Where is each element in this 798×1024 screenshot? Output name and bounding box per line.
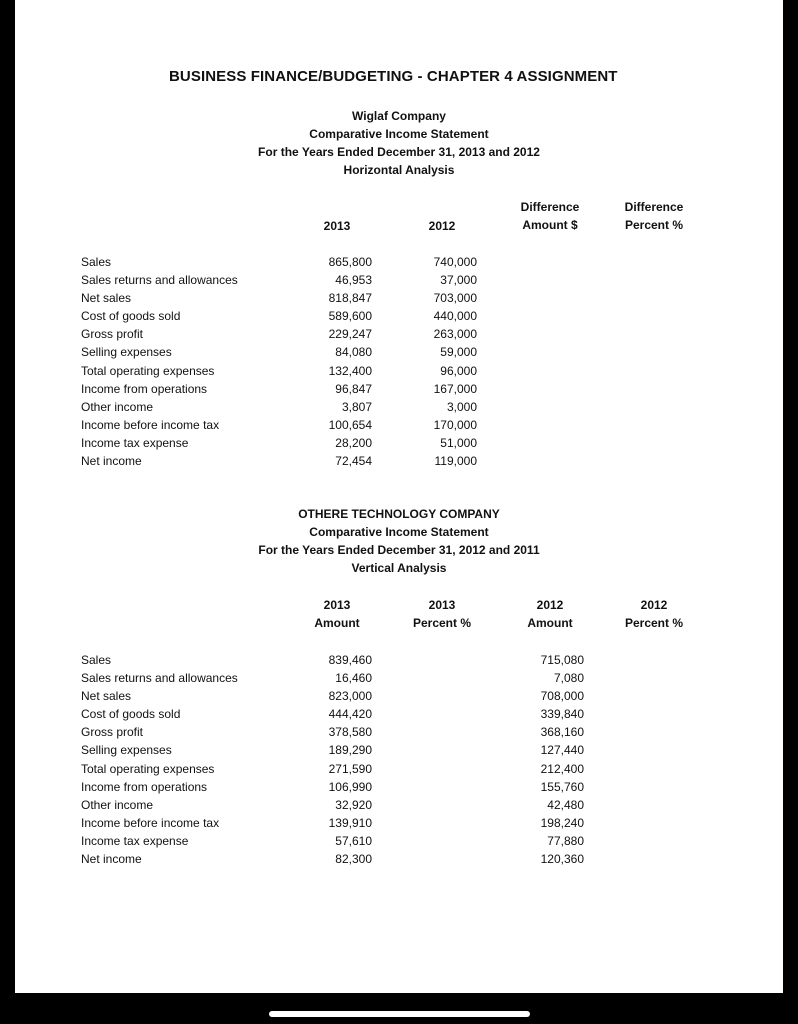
h-period: For the Years Ended December 31, 2013 and 2012	[258, 145, 540, 159]
v-header-2012-percent-line1: 2012	[640, 598, 668, 612]
h-label-sales: Sales	[81, 255, 112, 269]
v-2012-sales-returns: 7,080	[553, 671, 584, 686]
h-header-diff-amount-line1: Difference	[520, 200, 580, 214]
h-label-income-before-tax: Income before income tax	[81, 417, 220, 432]
v-label-net-income: Net income	[81, 852, 142, 867]
h-column-2012	[400, 253, 477, 470]
v-2013-net-income: 82,300	[335, 852, 372, 867]
v-label-net-sales: Net sales	[81, 689, 132, 704]
v-2013-other-income: 32,920	[335, 797, 372, 812]
v-2012-income-before-tax: 198,240	[540, 815, 584, 830]
assignment-title: BUSINESS FINANCE/BUDGETING - CHAPTER 4 ASSIGNMENT	[169, 68, 618, 85]
v-label-income-from-operations: Income from operations	[81, 779, 208, 794]
h-label-selling-expenses: Selling expenses	[81, 345, 172, 360]
v-row-labels	[81, 651, 238, 868]
v-company-name: OTHERE TECHNOLOGY COMPANY	[298, 507, 500, 521]
v-label-total-operating-expenses: Total operating expenses	[81, 761, 215, 776]
v-header-2013-amount-line1: 2013	[323, 598, 351, 612]
v-header-2012-amount-line1: 2012	[536, 598, 564, 612]
h-label-total-operating-expenses: Total operating expenses	[81, 363, 215, 378]
h-analysis-type: Horizontal Analysis	[343, 163, 455, 177]
h-2012-net-sales: 703,000	[433, 291, 477, 306]
h-2012-income-tax-expense: 51,000	[440, 435, 477, 450]
v-2013-net-sales: 823,000	[328, 689, 372, 704]
h-2013-cogs: 589,600	[328, 309, 372, 324]
h-label-net-sales: Net sales	[81, 291, 132, 306]
v-2013-income-before-tax: 139,910	[328, 815, 372, 830]
h-2013-sales-returns: 46,953	[335, 273, 372, 288]
v-2013-income-from-operations: 106,990	[328, 779, 372, 794]
h-header-diff-percent-line1: Difference	[624, 200, 684, 214]
h-2012-selling-expenses: 59,000	[440, 345, 477, 360]
v-header-2012-percent-line2: Percent %	[624, 616, 684, 630]
v-analysis-type: Vertical Analysis	[351, 561, 447, 575]
v-2013-sales: 839,460	[328, 653, 372, 667]
h-label-net-income: Net income	[81, 454, 142, 469]
h-2012-income-before-tax: 170,000	[433, 417, 477, 432]
v-column-2013-amount	[295, 651, 372, 868]
h-2013-gross-profit: 229,247	[328, 327, 372, 342]
h-2012-sales: 740,000	[433, 255, 477, 269]
v-label-income-before-tax: Income before income tax	[81, 815, 220, 830]
v-label-cogs: Cost of goods sold	[81, 707, 181, 722]
h-label-other-income: Other income	[81, 399, 154, 414]
h-2013-income-from-operations: 96,847	[335, 381, 372, 396]
v-2012-income-tax-expense: 77,880	[547, 833, 584, 848]
v-2012-sales: 715,080	[540, 653, 584, 667]
v-2013-gross-profit: 378,580	[328, 725, 372, 740]
v-statement-title: Comparative Income Statement	[309, 525, 489, 539]
h-label-income-from-operations: Income from operations	[81, 381, 208, 396]
h-label-gross-profit: Gross profit	[81, 327, 144, 342]
v-label-other-income: Other income	[81, 797, 154, 812]
v-2013-income-tax-expense: 57,610	[335, 833, 372, 848]
h-2012-gross-profit: 263,000	[433, 327, 477, 342]
h-2012-total-operating-expenses: 96,000	[440, 363, 477, 378]
v-2013-selling-expenses: 189,290	[328, 743, 372, 758]
h-statement-title: Comparative Income Statement	[309, 127, 489, 141]
h-2013-income-tax-expense: 28,200	[335, 435, 372, 450]
h-2012-net-income: 119,000	[434, 454, 477, 469]
h-header-2013: 2013	[323, 219, 351, 233]
v-header-2013-amount-line2: Amount	[314, 616, 360, 630]
v-header-2013-percent-line1: 2013	[428, 598, 456, 612]
v-2012-net-income: 120,360	[540, 852, 584, 867]
v-header-2012-amount-line2: Amount	[527, 616, 573, 630]
h-2013-net-income: 72,454	[335, 454, 372, 469]
v-2013-sales-returns: 16,460	[335, 671, 372, 686]
h-header-diff-percent-line2: Percent %	[624, 218, 684, 232]
h-2013-income-before-tax: 100,654	[328, 417, 372, 432]
h-label-cogs: Cost of goods sold	[81, 309, 181, 324]
h-column-2013	[295, 253, 372, 470]
h-2012-sales-returns: 37,000	[440, 273, 477, 288]
h-label-sales-returns: Sales returns and allowances	[81, 273, 238, 288]
home-indicator[interactable]	[269, 1011, 530, 1017]
v-column-2012-amount	[507, 651, 584, 868]
h-2013-selling-expenses: 84,080	[335, 345, 372, 360]
document-page	[15, 0, 783, 993]
h-company-name: Wiglaf Company	[352, 109, 446, 123]
v-2013-total-operating-expenses: 271,590	[328, 761, 372, 776]
v-2012-total-operating-expenses: 212,400	[540, 761, 584, 776]
h-2013-total-operating-expenses: 132,400	[328, 363, 372, 378]
v-period: For the Years Ended December 31, 2012 and 2011	[258, 543, 540, 557]
h-2012-other-income: 3,000	[446, 399, 477, 414]
h-row-labels	[81, 253, 238, 470]
v-label-sales-returns: Sales returns and allowances	[81, 671, 238, 686]
v-label-sales: Sales	[81, 653, 112, 667]
h-2012-income-from-operations: 167,000	[433, 381, 477, 396]
v-2012-cogs: 339,840	[540, 707, 584, 722]
h-2013-other-income: 3,807	[341, 399, 372, 414]
v-2012-other-income: 42,480	[547, 797, 584, 812]
v-label-selling-expenses: Selling expenses	[81, 743, 172, 758]
h-header-2012: 2012	[428, 219, 456, 233]
v-2012-net-sales: 708,000	[540, 689, 584, 704]
v-2012-selling-expenses: 127,440	[540, 743, 584, 758]
v-label-gross-profit: Gross profit	[81, 725, 144, 740]
h-2013-sales: 865,800	[328, 255, 372, 269]
v-2012-income-from-operations: 155,760	[540, 779, 584, 794]
v-header-2013-percent-line2: Percent %	[412, 616, 472, 630]
h-2012-cogs: 440,000	[433, 309, 477, 324]
h-label-income-tax-expense: Income tax expense	[81, 435, 189, 450]
v-2013-cogs: 444,420	[328, 707, 372, 722]
v-label-income-tax-expense: Income tax expense	[81, 833, 189, 848]
h-header-diff-amount-line2: Amount $	[522, 218, 578, 232]
v-2012-gross-profit: 368,160	[540, 725, 584, 740]
h-2013-net-sales: 818,847	[328, 291, 372, 306]
